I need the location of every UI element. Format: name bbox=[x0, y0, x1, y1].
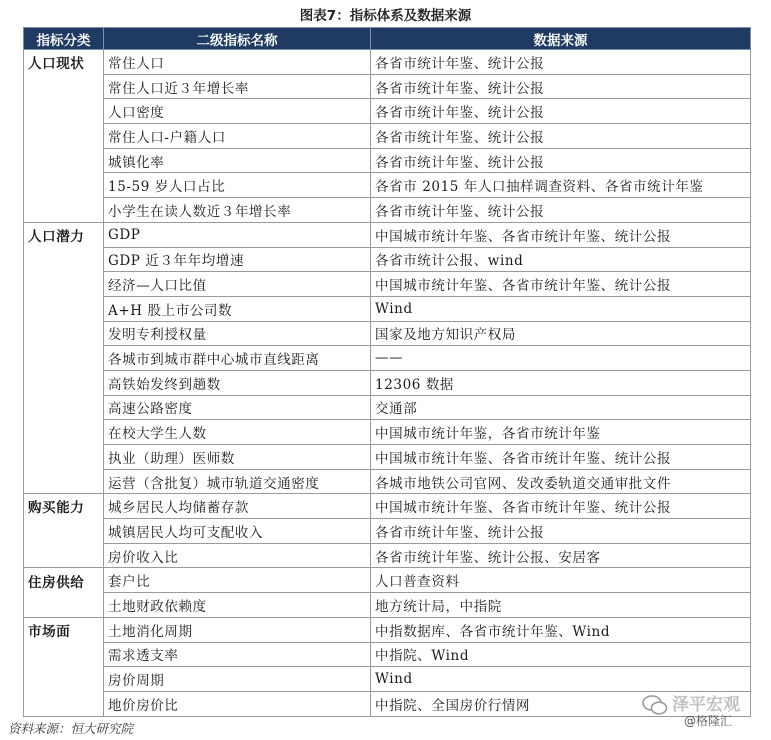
category-cell bbox=[24, 667, 104, 692]
indicator-cell: 各城市到城市群中心城市直线距离 bbox=[104, 346, 371, 371]
category-cell bbox=[24, 272, 104, 297]
figure-title: 图表7：指标体系及数据来源 bbox=[299, 8, 472, 24]
watermark-line2: @格隆汇 bbox=[684, 714, 733, 728]
indicator-cell: 常住人口近３年增长率 bbox=[104, 74, 371, 99]
indicator-cell: 高铁始发终到趟数 bbox=[104, 370, 371, 395]
category-cell: 购买能力 bbox=[24, 494, 104, 519]
category-cell bbox=[24, 124, 104, 149]
indicator-cell: 房价周期 bbox=[104, 667, 371, 692]
indicator-cell: 套户比 bbox=[104, 568, 371, 593]
category-cell bbox=[24, 445, 104, 470]
indicator-cell: 小学生在读人数近３年增长率 bbox=[104, 198, 371, 223]
table-row bbox=[24, 173, 751, 198]
header-category: 指标分类 bbox=[24, 28, 104, 50]
category-cell bbox=[24, 346, 104, 371]
table-row bbox=[24, 198, 751, 223]
source-cell: 中国城市统计年鉴、各省市统计年鉴、统计公报 bbox=[371, 445, 751, 470]
indicator-cell: 常住人口-户籍人口 bbox=[104, 124, 371, 149]
table-row bbox=[24, 346, 751, 371]
category-cell bbox=[24, 321, 104, 346]
source-cell: 交通部 bbox=[371, 395, 751, 420]
indicator-cell: 地价房价比 bbox=[104, 691, 371, 716]
header-source: 数据来源 bbox=[371, 28, 751, 50]
table-header-row bbox=[24, 28, 751, 50]
table-row bbox=[24, 370, 751, 395]
source-cell: 各省市统计年鉴、统计公报 bbox=[371, 99, 751, 124]
indicator-cell: 执业（助理）医师数 bbox=[104, 445, 371, 470]
table-row bbox=[24, 420, 751, 445]
source-cell: 各省市统计年鉴、统计公报 bbox=[371, 124, 751, 149]
table-row bbox=[24, 494, 751, 519]
source-cell: 各城市地铁公司官网、发改委轨道交通审批文件 bbox=[371, 469, 751, 494]
indicator-cell: 运营（含批复）城市轨道交通密度 bbox=[104, 469, 371, 494]
category-cell bbox=[24, 74, 104, 99]
indicator-table bbox=[23, 27, 751, 717]
source-cell: 中国城市统计年鉴、各省市统计年鉴、统计公报 bbox=[371, 494, 751, 519]
source-cell: 各省市 2015 年人口抽样调查资料、各省市统计年鉴 bbox=[371, 173, 751, 198]
table-row bbox=[24, 568, 751, 593]
category-cell bbox=[24, 642, 104, 667]
indicator-cell: 在校大学生人数 bbox=[104, 420, 371, 445]
header-indicator: 二级指标名称 bbox=[104, 28, 371, 50]
source-cell: 各省市统计年鉴、统计公报、安居客 bbox=[371, 543, 751, 568]
indicator-cell: A+H 股上市公司数 bbox=[104, 296, 371, 321]
category-cell bbox=[24, 148, 104, 173]
table-row bbox=[24, 445, 751, 470]
indicator-cell: 城乡居民人均储蓄存款 bbox=[104, 494, 371, 519]
category-cell bbox=[24, 395, 104, 420]
category-cell bbox=[24, 469, 104, 494]
source-cell: 中国城市统计年鉴、各省市统计年鉴、统计公报 bbox=[371, 272, 751, 297]
indicator-cell: 经济—人口比值 bbox=[104, 272, 371, 297]
source-cell: 国家及地方知识产权局 bbox=[371, 321, 751, 346]
source-cell: 各省市统计公报、wind bbox=[371, 247, 751, 272]
source-cell: 中国城市统计年鉴、各省市统计年鉴、统计公报 bbox=[371, 222, 751, 247]
source-cell: 中指院、Wind bbox=[371, 642, 751, 667]
category-cell bbox=[24, 247, 104, 272]
indicator-cell: 城镇居民人均可支配收入 bbox=[104, 519, 371, 544]
table-row bbox=[24, 642, 751, 667]
indicator-cell: 房价收入比 bbox=[104, 543, 371, 568]
table-row bbox=[24, 74, 751, 99]
indicator-cell: 人口密度 bbox=[104, 99, 371, 124]
table-row bbox=[24, 593, 751, 618]
indicator-cell: 土地财政依赖度 bbox=[104, 593, 371, 618]
indicator-cell: 发明专利授权量 bbox=[104, 321, 371, 346]
category-cell bbox=[24, 420, 104, 445]
category-cell bbox=[24, 519, 104, 544]
source-cell: 中国城市统计年鉴，各省市统计年鉴 bbox=[371, 420, 751, 445]
source-cell: 各省市统计年鉴、统计公报 bbox=[371, 198, 751, 223]
indicator-cell: 城镇化率 bbox=[104, 148, 371, 173]
table-row bbox=[24, 296, 751, 321]
table-row bbox=[24, 395, 751, 420]
table-row bbox=[24, 247, 751, 272]
table-row bbox=[24, 469, 751, 494]
table-row bbox=[24, 617, 751, 642]
table-row bbox=[24, 148, 751, 173]
watermark-line1: 泽平宏观 bbox=[672, 695, 740, 715]
source-cell: 各省市统计年鉴、统计公报 bbox=[371, 50, 751, 75]
source-cell: 人口普查资料 bbox=[371, 568, 751, 593]
source-cell: 中指院、全国房价行情网 bbox=[371, 691, 751, 716]
source-cell: 各省市统计年鉴、统计公报 bbox=[371, 519, 751, 544]
category-cell bbox=[24, 691, 104, 716]
source-cell: 中指数据库、各省市统计年鉴、Wind bbox=[371, 617, 751, 642]
category-cell bbox=[24, 198, 104, 223]
watermark bbox=[640, 688, 765, 728]
table-row bbox=[24, 519, 751, 544]
source-cell: 各省市统计年鉴、统计公报 bbox=[371, 74, 751, 99]
category-cell: 市场面 bbox=[24, 617, 104, 642]
category-cell: 人口现状 bbox=[24, 50, 104, 75]
table-row bbox=[24, 321, 751, 346]
source-cell: 12306 数据 bbox=[371, 370, 751, 395]
wechat-icon bbox=[642, 694, 668, 716]
table-row bbox=[24, 99, 751, 124]
category-cell bbox=[24, 543, 104, 568]
indicator-cell: 15-59 岁人口占比 bbox=[104, 173, 371, 198]
source-cell: Wind bbox=[371, 667, 751, 692]
indicator-cell: GDP 近３年年均增速 bbox=[104, 247, 371, 272]
category-cell bbox=[24, 296, 104, 321]
category-cell bbox=[24, 173, 104, 198]
indicator-cell: 土地消化周期 bbox=[104, 617, 371, 642]
source-cell: 各省市统计年鉴、统计公报 bbox=[371, 148, 751, 173]
category-cell bbox=[24, 99, 104, 124]
source-cell: Wind bbox=[371, 296, 751, 321]
indicator-cell: 需求透支率 bbox=[104, 642, 371, 667]
category-cell bbox=[24, 593, 104, 618]
table-row bbox=[24, 543, 751, 568]
indicator-cell: GDP bbox=[104, 222, 371, 247]
source-cell: 地方统计局，中指院 bbox=[371, 593, 751, 618]
table-row bbox=[24, 124, 751, 149]
table-row bbox=[24, 222, 751, 247]
table-row bbox=[24, 272, 751, 297]
category-cell bbox=[24, 370, 104, 395]
indicator-cell: 高速公路密度 bbox=[104, 395, 371, 420]
table-row bbox=[24, 50, 751, 75]
indicator-cell: 常住人口 bbox=[104, 50, 371, 75]
category-cell: 人口潜力 bbox=[24, 222, 104, 247]
source-note: 资料来源：恒大研究院 bbox=[8, 721, 134, 736]
source-cell: —— bbox=[371, 346, 751, 371]
category-cell: 住房供给 bbox=[24, 568, 104, 593]
